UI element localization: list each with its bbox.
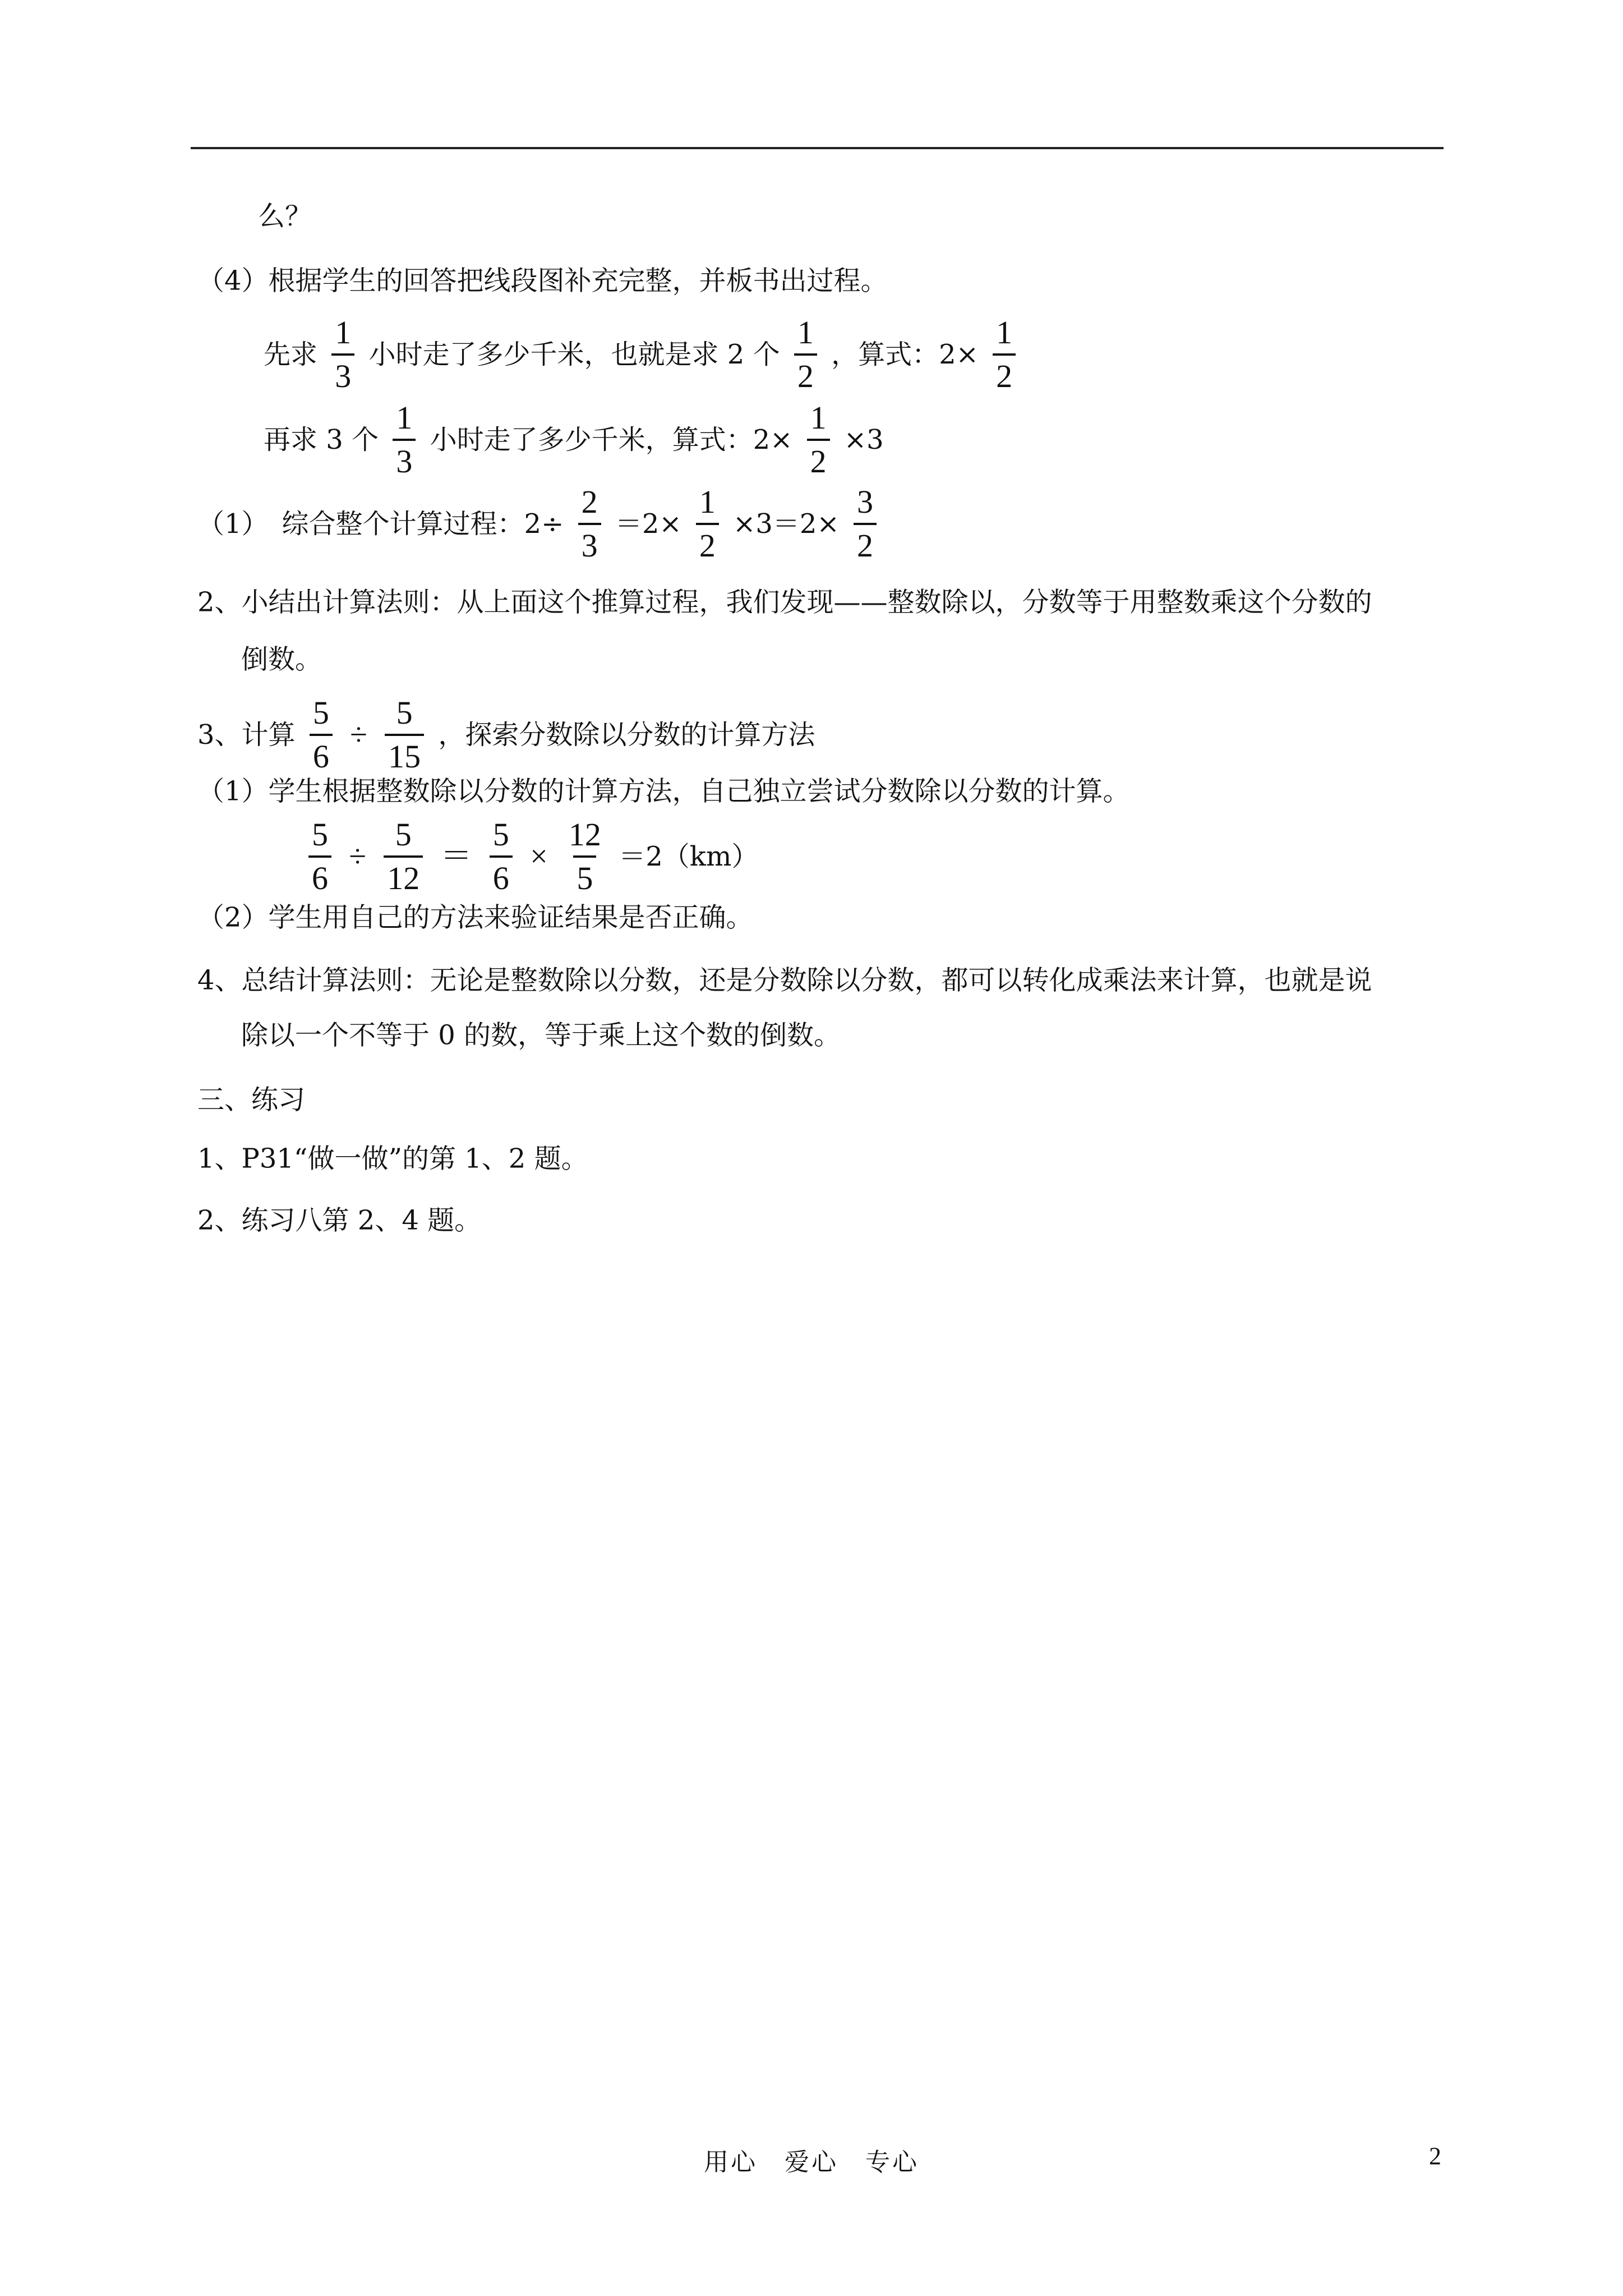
fraction: $\frac{1}{2}$ [993,314,1016,395]
fraction: $\frac{2}{3}$ [578,484,601,564]
fraction: $\frac{3}{2}$ [854,484,877,564]
line-text: 2、练习八第 2、4 题。 [197,1204,482,1236]
fraction: $\frac{5}{12}$ [384,816,423,897]
fraction: $\frac{12}{5}$ [568,816,601,896]
divide-operator: ÷ [350,717,367,752]
equals-operator: ＝ [440,839,472,874]
line-text: ＝2× [615,508,682,540]
line-text: ＝2（km） [619,841,759,872]
text-line [197,261,888,299]
text-line [197,960,1372,999]
line-text: 倒数。 [241,643,322,675]
fraction: $\frac{1}{3}$ [331,314,354,395]
line-text: 么？ [258,200,312,232]
fraction: $\frac{1}{2}$ [807,399,830,480]
line-text: ×3 [843,424,884,455]
text-line [241,1015,841,1053]
line-text: 先求 [264,339,318,370]
formula-line [264,314,1021,395]
line-text: 3、计算 [197,719,296,751]
text-line [197,898,753,936]
line-text: （1） 综合整个计算过程：2÷ [197,508,564,540]
fraction: $\frac{5}{6}$ [310,694,333,775]
divide-operator: ÷ [349,839,366,874]
header-rule [191,147,1444,149]
section-heading [197,1080,305,1118]
footer-motto: 用心 爱心 专心 [704,2148,919,2177]
text-line [197,582,1372,620]
text-line [197,771,1130,809]
line-text: 小时走了多少千米，也就是求 2 个 [368,339,780,370]
fraction: $\frac{1}{3}$ [393,399,416,480]
line-text: 再求 3 个 [264,424,379,455]
line-text: 三、练习 [197,1084,306,1116]
fraction: $\frac{5}{15}$ [385,694,424,775]
formula-line [197,484,882,564]
text-line [197,1200,481,1239]
line-text: 4、总结计算法则：无论是整数除以分数，还是分数除以分数，都可以转化成乘法来计算，也就是说 [197,964,1372,996]
line-text: 小时走了多少千米，算式：2× [430,424,793,455]
fraction: $\frac{1}{2}$ [794,314,817,395]
text-line [197,1139,588,1177]
fraction: $\frac{1}{2}$ [696,484,719,564]
text-line [241,639,322,678]
formula-line [303,816,758,897]
line-text: 1、P31“做一做”的第 1、2 题。 [197,1143,588,1175]
formula-line [264,399,884,480]
line-text: 2、小结出计算法则：从上面这个推算过程，我们发现——整数除以，分数等于用整数乘这个分数的 [197,586,1372,618]
line-text: （1）学生根据整数除以分数的计算方法，自己独立尝试分数除以分数的计算。 [197,775,1130,807]
line-text: ，探索分数除以分数的计算方法 [438,719,815,751]
line-text: ，算式：2× [831,339,979,370]
formula-line [197,694,815,775]
page-number: 2 [1429,2142,1441,2170]
text-line [258,196,312,234]
line-text: （4）根据学生的回答把线段图补充完整，并板书出过程。 [197,265,888,297]
line-text: 除以一个不等于 0 的数，等于乘上这个数的倒数。 [241,1019,841,1051]
fraction: $\frac{5}{6}$ [308,816,331,897]
line-text: ×3＝2× [733,508,840,540]
line-text: （2）学生用自己的方法来验证结果是否正确。 [197,901,753,933]
fraction: $\frac{5}{6}$ [490,816,513,897]
multiply-operator: × [530,839,548,874]
